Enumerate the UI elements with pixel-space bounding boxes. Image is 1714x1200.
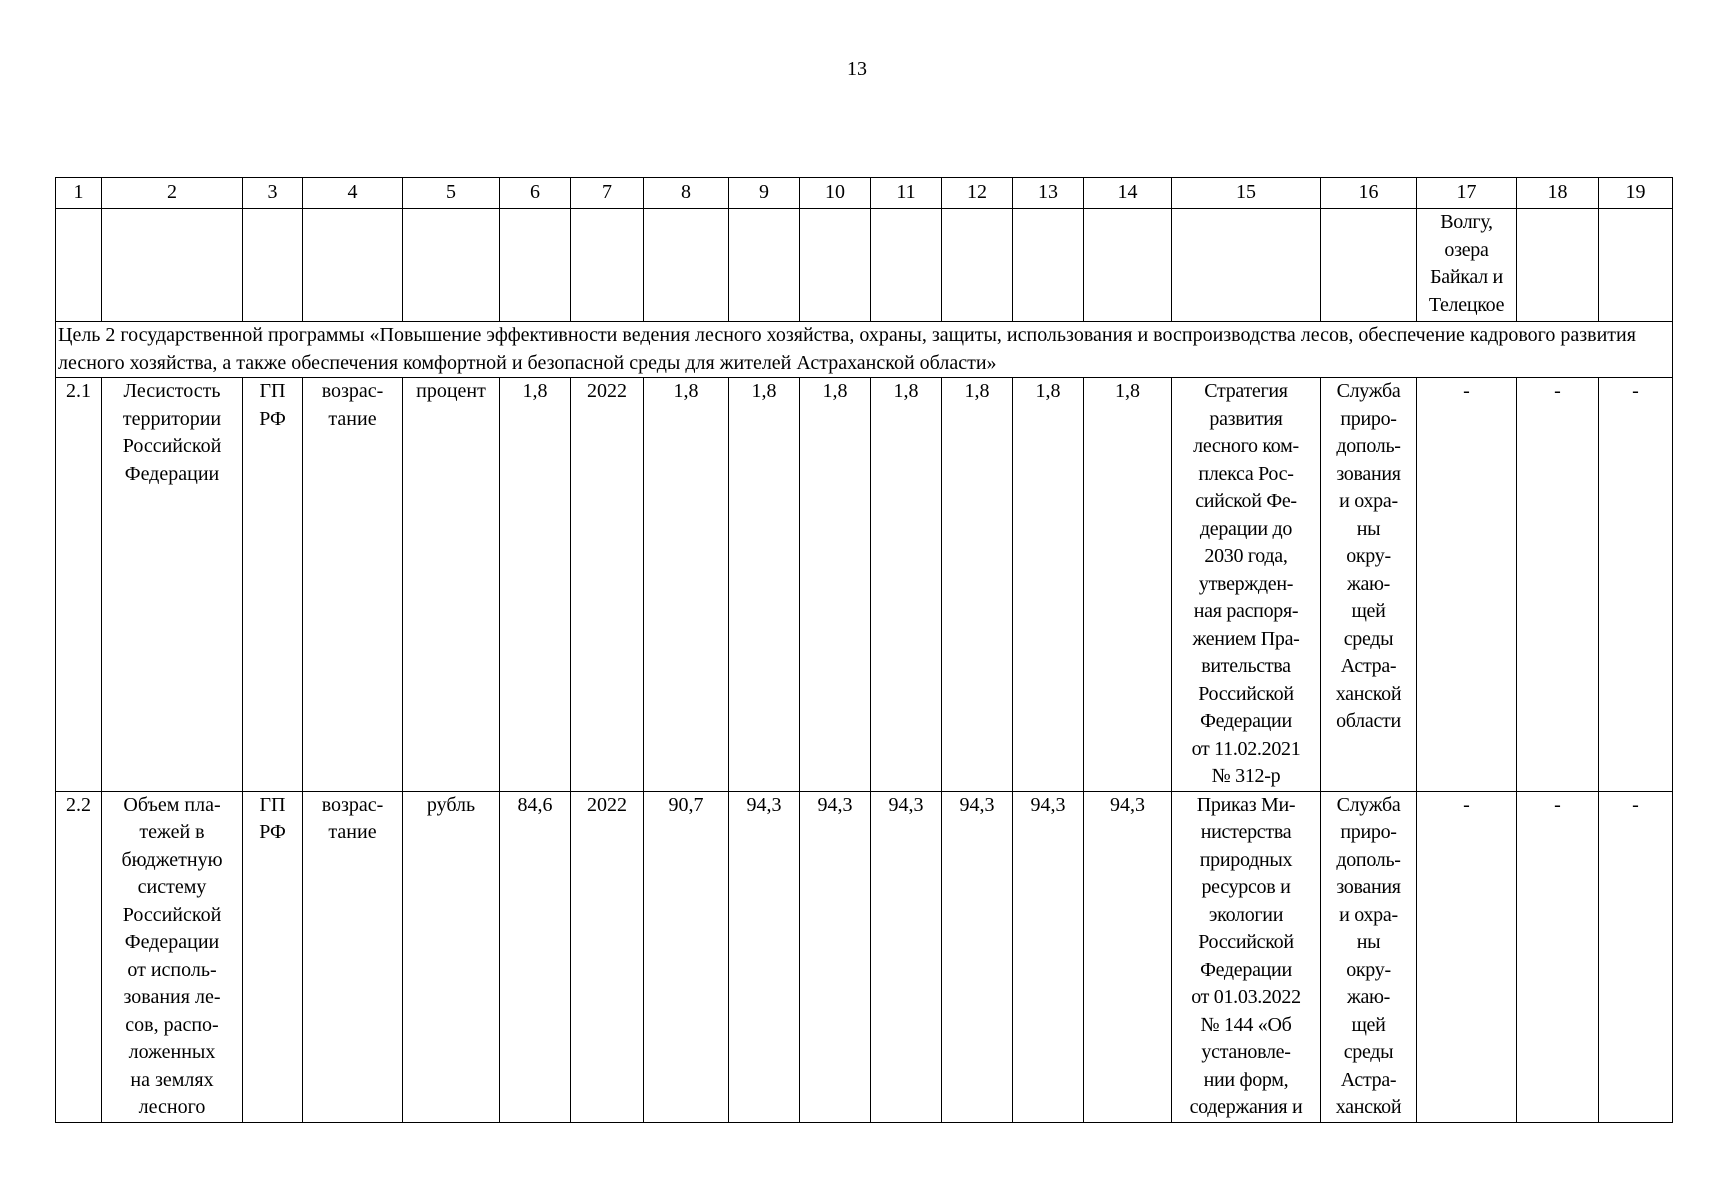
base-value: 1,8 bbox=[500, 378, 571, 792]
cont-cell bbox=[871, 209, 942, 322]
col-header-17: 17 bbox=[1417, 178, 1517, 209]
col-header-8: 8 bbox=[644, 178, 729, 209]
col-header-9: 9 bbox=[729, 178, 800, 209]
indicator-table bbox=[55, 177, 1673, 1123]
base-year: 2022 bbox=[571, 791, 644, 1122]
cont-cell bbox=[644, 209, 729, 322]
responsible-body: Служба приро- дополь- зования и охра- ны окру- жаю- щей среды Астра- ханской области bbox=[1321, 378, 1417, 792]
value-col-13: 1,8 bbox=[1013, 378, 1084, 792]
page-number: 13 bbox=[847, 58, 867, 80]
value-col-18: - bbox=[1517, 791, 1599, 1122]
cont-cell bbox=[800, 209, 871, 322]
cont-cell bbox=[1084, 209, 1172, 322]
cont-cell bbox=[1321, 209, 1417, 322]
value-col-9: 94,3 bbox=[729, 791, 800, 1122]
goal-text: Цель 2 государственной программы «Повышение эффективности ведения лесного хозяйства, охраны, защиты, использования и воспроизводства лесов, обеспечение кадрового развития лесного хозяйства, а также обеспечения комфортной и безопасной среды для жителей Астраханской области» bbox=[56, 322, 1673, 378]
col-header-10: 10 bbox=[800, 178, 871, 209]
cont-cell bbox=[1517, 209, 1599, 322]
cont-cell bbox=[102, 209, 243, 322]
col-header-3: 3 bbox=[243, 178, 303, 209]
col-header-6: 6 bbox=[500, 178, 571, 209]
col-header-16: 16 bbox=[1321, 178, 1417, 209]
column-number-row bbox=[56, 178, 1673, 209]
cont-cell bbox=[942, 209, 1013, 322]
indicator-name: Лесистость территории Российской Федерации bbox=[102, 378, 243, 792]
value-col-12: 1,8 bbox=[942, 378, 1013, 792]
source-document: Стратегия развития лесного ком- плекса Рос- сийской Фе- дерации до 2030 года, утвержден- ная распоря- жением Пра- вительства Российской Федерации от 11.02.2021 № 312-р bbox=[1172, 378, 1321, 792]
value-col-14: 1,8 bbox=[1084, 378, 1172, 792]
table-row bbox=[56, 791, 1673, 1122]
cont-cell bbox=[571, 209, 644, 322]
row-number: 2.1 bbox=[56, 378, 102, 792]
base-year: 2022 bbox=[571, 378, 644, 792]
col-header-2: 2 bbox=[102, 178, 243, 209]
cont-cell bbox=[303, 209, 403, 322]
value-col-19: - bbox=[1599, 791, 1673, 1122]
indicator-unit: процент bbox=[403, 378, 500, 792]
indicator-level: ГП РФ bbox=[243, 378, 303, 792]
indicator-trend: возрас- тание bbox=[303, 378, 403, 792]
indicator-trend: возрас- тание bbox=[303, 791, 403, 1122]
col-header-1: 1 bbox=[56, 178, 102, 209]
col-header-11: 11 bbox=[871, 178, 942, 209]
col-header-18: 18 bbox=[1517, 178, 1599, 209]
col-header-15: 15 bbox=[1172, 178, 1321, 209]
cont-cell bbox=[403, 209, 500, 322]
value-col-19: - bbox=[1599, 378, 1673, 792]
cont-cell bbox=[500, 209, 571, 322]
value-col-11: 94,3 bbox=[871, 791, 942, 1122]
value-col-14: 94,3 bbox=[1084, 791, 1172, 1122]
value-col-10: 1,8 bbox=[800, 378, 871, 792]
value-col-13: 94,3 bbox=[1013, 791, 1084, 1122]
cont-cell bbox=[1172, 209, 1321, 322]
cont-cell bbox=[729, 209, 800, 322]
value-col-8: 1,8 bbox=[644, 378, 729, 792]
value-col-9: 1,8 bbox=[729, 378, 800, 792]
col-header-12: 12 bbox=[942, 178, 1013, 209]
indicator-unit: рубль bbox=[403, 791, 500, 1122]
cont-cell bbox=[1599, 209, 1673, 322]
value-col-17: - bbox=[1417, 791, 1517, 1122]
row-number: 2.2 bbox=[56, 791, 102, 1122]
value-col-17: - bbox=[1417, 378, 1517, 792]
base-value: 84,6 bbox=[500, 791, 571, 1122]
col-header-13: 13 bbox=[1013, 178, 1084, 209]
col-header-4: 4 bbox=[303, 178, 403, 209]
value-col-8: 90,7 bbox=[644, 791, 729, 1122]
continuation-row bbox=[56, 209, 1673, 322]
table-row bbox=[56, 378, 1673, 792]
indicator-level: ГП РФ bbox=[243, 791, 303, 1122]
value-col-10: 94,3 bbox=[800, 791, 871, 1122]
col-header-14: 14 bbox=[1084, 178, 1172, 209]
cont-cell bbox=[1013, 209, 1084, 322]
col-header-5: 5 bbox=[403, 178, 500, 209]
col-header-7: 7 bbox=[571, 178, 644, 209]
cont-cell bbox=[243, 209, 303, 322]
value-col-11: 1,8 bbox=[871, 378, 942, 792]
col-header-19: 19 bbox=[1599, 178, 1673, 209]
responsible-body: Служба приро- дополь- зования и охра- ны окру- жаю- щей среды Астра- ханской bbox=[1321, 791, 1417, 1122]
continuation-text: Волгу, озера Байкал и Телецкое bbox=[1417, 209, 1517, 322]
value-col-12: 94,3 bbox=[942, 791, 1013, 1122]
cont-cell bbox=[56, 209, 102, 322]
source-document: Приказ Ми- нистерства природных ресурсов и экологии Российской Федерации от 01.03.2022 № 144 «Об установле- нии форм, содержания и bbox=[1172, 791, 1321, 1122]
goal-row bbox=[56, 322, 1673, 378]
value-col-18: - bbox=[1517, 378, 1599, 792]
indicator-name: Объем пла- тежей в бюджетную систему Российской Федерации от исполь- зования ле- сов, распо- ложенных на землях лесного bbox=[102, 791, 243, 1122]
